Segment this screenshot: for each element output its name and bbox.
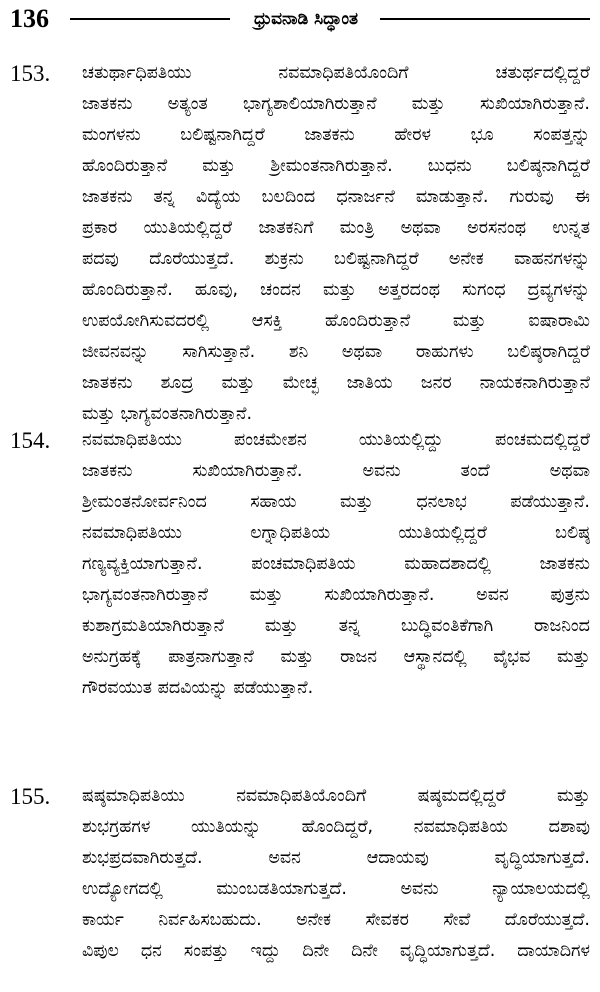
text-line: ಪ್ರಕಾರ ಯುತಿಯಲ್ಲಿದ್ದರೆ ಜಾತಕನಿಗೆ ಮಂತ್ರಿ ಅಥವಾ ಅರಸನಂಥ ಉನ್ನತ: [82, 218, 590, 238]
text-line: ಮತ್ತು ಭಾಗ್ಯವಂತನಾಗಿರುತ್ತಾನೆ.: [82, 404, 253, 424]
text-line: ಜಾತಕನು ಅತ್ಯಂತ ಭಾಗ್ಯಶಾಲಿಯಾಗಿರುತ್ತಾನೆ ಮತ್ತು ಸುಖಿಯಾಗಿರುತ್ತಾನೆ.: [82, 94, 590, 114]
text-line: ಮಂಗಳನು ಬಲಿಷ್ಟನಾಗಿದ್ದರೆ ಜಾತಕನು ಹೇರಳ ಭೂ ಸಂಪತ್ತನ್ನು: [82, 125, 590, 145]
text-line: ಕಾರ್ಯ ನಿರ್ವಹಿಸಬಹುದು. ಅನೇಕ ಸೇವಕರ ಸೇವೆ ದೊರೆಯುತ್ತದೆ.: [82, 910, 590, 930]
text-line: ಪದವು ದೊರೆಯುತ್ತದೆ. ಶುಕ್ರನು ಬಲಿಷ್ಟನಾಗಿದ್ದರೆ ಅನೇಕ ವಾಹನಗಳನ್ನು: [82, 249, 590, 269]
text-line: ಉದ್ಯೋಗದಲ್ಲಿ ಮುಂಬಡತಿಯಾಗುತ್ತದೆ. ಅವನು ನ್ಯಾಯಾಲಯದಲ್ಲಿ: [82, 879, 590, 899]
text-line: ಜಾತಕನು ಶೂದ್ರ ಮತ್ತು ಮೇಚ್ಛ ಜಾತಿಯ ಜನರ ನಾಯಕನಾಗಿರುತ್ತಾನೆ: [82, 373, 590, 393]
text-line: ವಿಪುಲ ಧನ ಸಂಪತ್ತು ಇದ್ದು ದಿನೇ ದಿನೇ ವೃದ್ಧಿಯಾಗುತ್ತದೆ. ದಾಯಾದಿಗಳ: [82, 941, 590, 961]
text-line: ಗಣ್ಯವ್ಯಕ್ತಿಯಾಗುತ್ತಾನೆ. ಪಂಚಮಾಧಿಪತಿಯ ಮಹಾದಶಾದಲ್ಲಿ ಜಾತಕನು: [82, 554, 590, 574]
paragraph-number: 155.: [10, 784, 51, 809]
text-line: ಷಷ್ಠಮಾಧಿಪತಿಯು ನವಮಾಧಿಪತಿಯೊಂದಿಗೆ ಷಷ್ಠಮದಲ್ಲಿದ್ದರೆ ಮತ್ತು: [82, 786, 590, 806]
text-line: ಜೀವನವನ್ನು ಸಾಗಿಸುತ್ತಾನೆ. ಶನಿ ಅಥವಾ ರಾಹುಗಳು ಬಲಿಷ್ಠರಾಗಿದ್ದರೆ: [82, 342, 590, 362]
text-line: ಶುಭಗ್ರಹಗಳ ಯುತಿಯನ್ನು ಹೊಂದಿದ್ದರೆ, ನವಮಾಧಿಪತಿಯ ದಶಾವು: [82, 817, 590, 837]
text-line: ಶ್ರೀಮಂತನೋರ್ವನಿಂದ ಸಹಾಯ ಮತ್ತು ಧನಲಾಭ ಪಡೆಯುತ್ತಾನೆ.: [82, 492, 590, 512]
text-line: ಶುಭಪ್ರದವಾಗಿರುತ್ತದೆ. ಅವನ ಆದಾಯವು ವೃದ್ಧಿಯಾಗುತ್ತದೆ.: [82, 848, 590, 868]
text-line: ಉಪಯೋಗಿಸುವದರಲ್ಲಿ ಆಸಕ್ತಿ ಹೊಂದಿರುತ್ತಾನೆ ಮತ್ತು ಐಷಾರಾಮಿ: [82, 311, 590, 331]
text-line: ಕುಶಾಗ್ರಮತಿಯಾಗಿರುತ್ತಾನೆ ಮತ್ತು ತನ್ನ ಬುದ್ಧಿವಂತಿಕೆಗಾಗಿ ರಾಜನಿಂದ: [82, 616, 590, 636]
header-rule-right: [380, 18, 590, 20]
text-line: ಹೊಂದಿರುತ್ತಾನೆ. ಹೂವು, ಚಂದನ ಮತ್ತು ಅತ್ತರದಂಥ ಸುಗಂಧ ದ್ರವ್ಯಗಳನ್ನು: [82, 280, 590, 300]
text-line: ನವಮಾಧಿಪತಿಯು ಲಗ್ನಾಧಿಪತಿಯ ಯುತಿಯಲ್ಲಿದ್ದರೆ ಬಲಿಷ್ಠ: [82, 523, 590, 543]
text-line: ಚತುರ್ಥಾಧಿಪತಿಯು ನವಮಾಧಿಪತಿಯೊಂದಿಗೆ ಚತುರ್ಥದಲ್ಲಿದ್ದರೆ: [82, 63, 590, 83]
text-line: ಅನುಗ್ರಹಕ್ಕೆ ಪಾತ್ರನಾಗುತ್ತಾನೆ ಮತ್ತು ರಾಜನ ಆಸ್ಥಾನದಲ್ಲಿ ವೈಭವ ಮತ್ತು: [82, 647, 590, 667]
text-line: ಭಾಗ್ಯವಂತನಾಗಿರುತ್ತಾನೆ ಮತ್ತು ಸುಖಿಯಾಗಿರುತ್ತಾನೆ. ಅವನ ಪುತ್ರನು: [82, 585, 590, 605]
text-line: ಜಾತಕನು ಸುಖಿಯಾಗಿರುತ್ತಾನೆ. ಅವನು ತಂದೆ ಅಥವಾ: [82, 461, 590, 481]
text-line: ಗೌರವಯುತ ಪದವಿಯನ್ನು ಪಡೆಯುತ್ತಾನೆ.: [82, 678, 314, 698]
text-line: ನವಮಾಧಿಪತಿಯು ಪಂಚಮೇಶನ ಯುತಿಯಲ್ಲಿದ್ದು ಪಂಚಮದಲ್ಲಿದ್ದರೆ: [82, 430, 590, 450]
paragraph-number: 153.: [10, 61, 51, 86]
paragraph-number: 154.: [10, 428, 51, 453]
page-number: 136: [10, 4, 49, 33]
running-title: ಧ್ರುವನಾಡಿ ಸಿದ್ಧಾಂತ: [253, 9, 359, 29]
text-line: ಹೊಂದಿರುತ್ತಾನೆ ಮತ್ತು ಶ್ರೀಮಂತನಾಗಿರುತ್ತಾನೆ. ಬುಧನು ಬಲಿಷ್ಠನಾಗಿದ್ದರೆ: [82, 156, 590, 176]
page-header: [10, 4, 590, 34]
text-line: ಜಾತಕನು ತನ್ನ ವಿದ್ಯೆಯ ಬಲದಿಂದ ಧನಾರ್ಜನೆ ಮಾಡುತ್ತಾನೆ. ಗುರುವು ಈ: [82, 187, 590, 207]
header-rule-left: [70, 18, 230, 20]
